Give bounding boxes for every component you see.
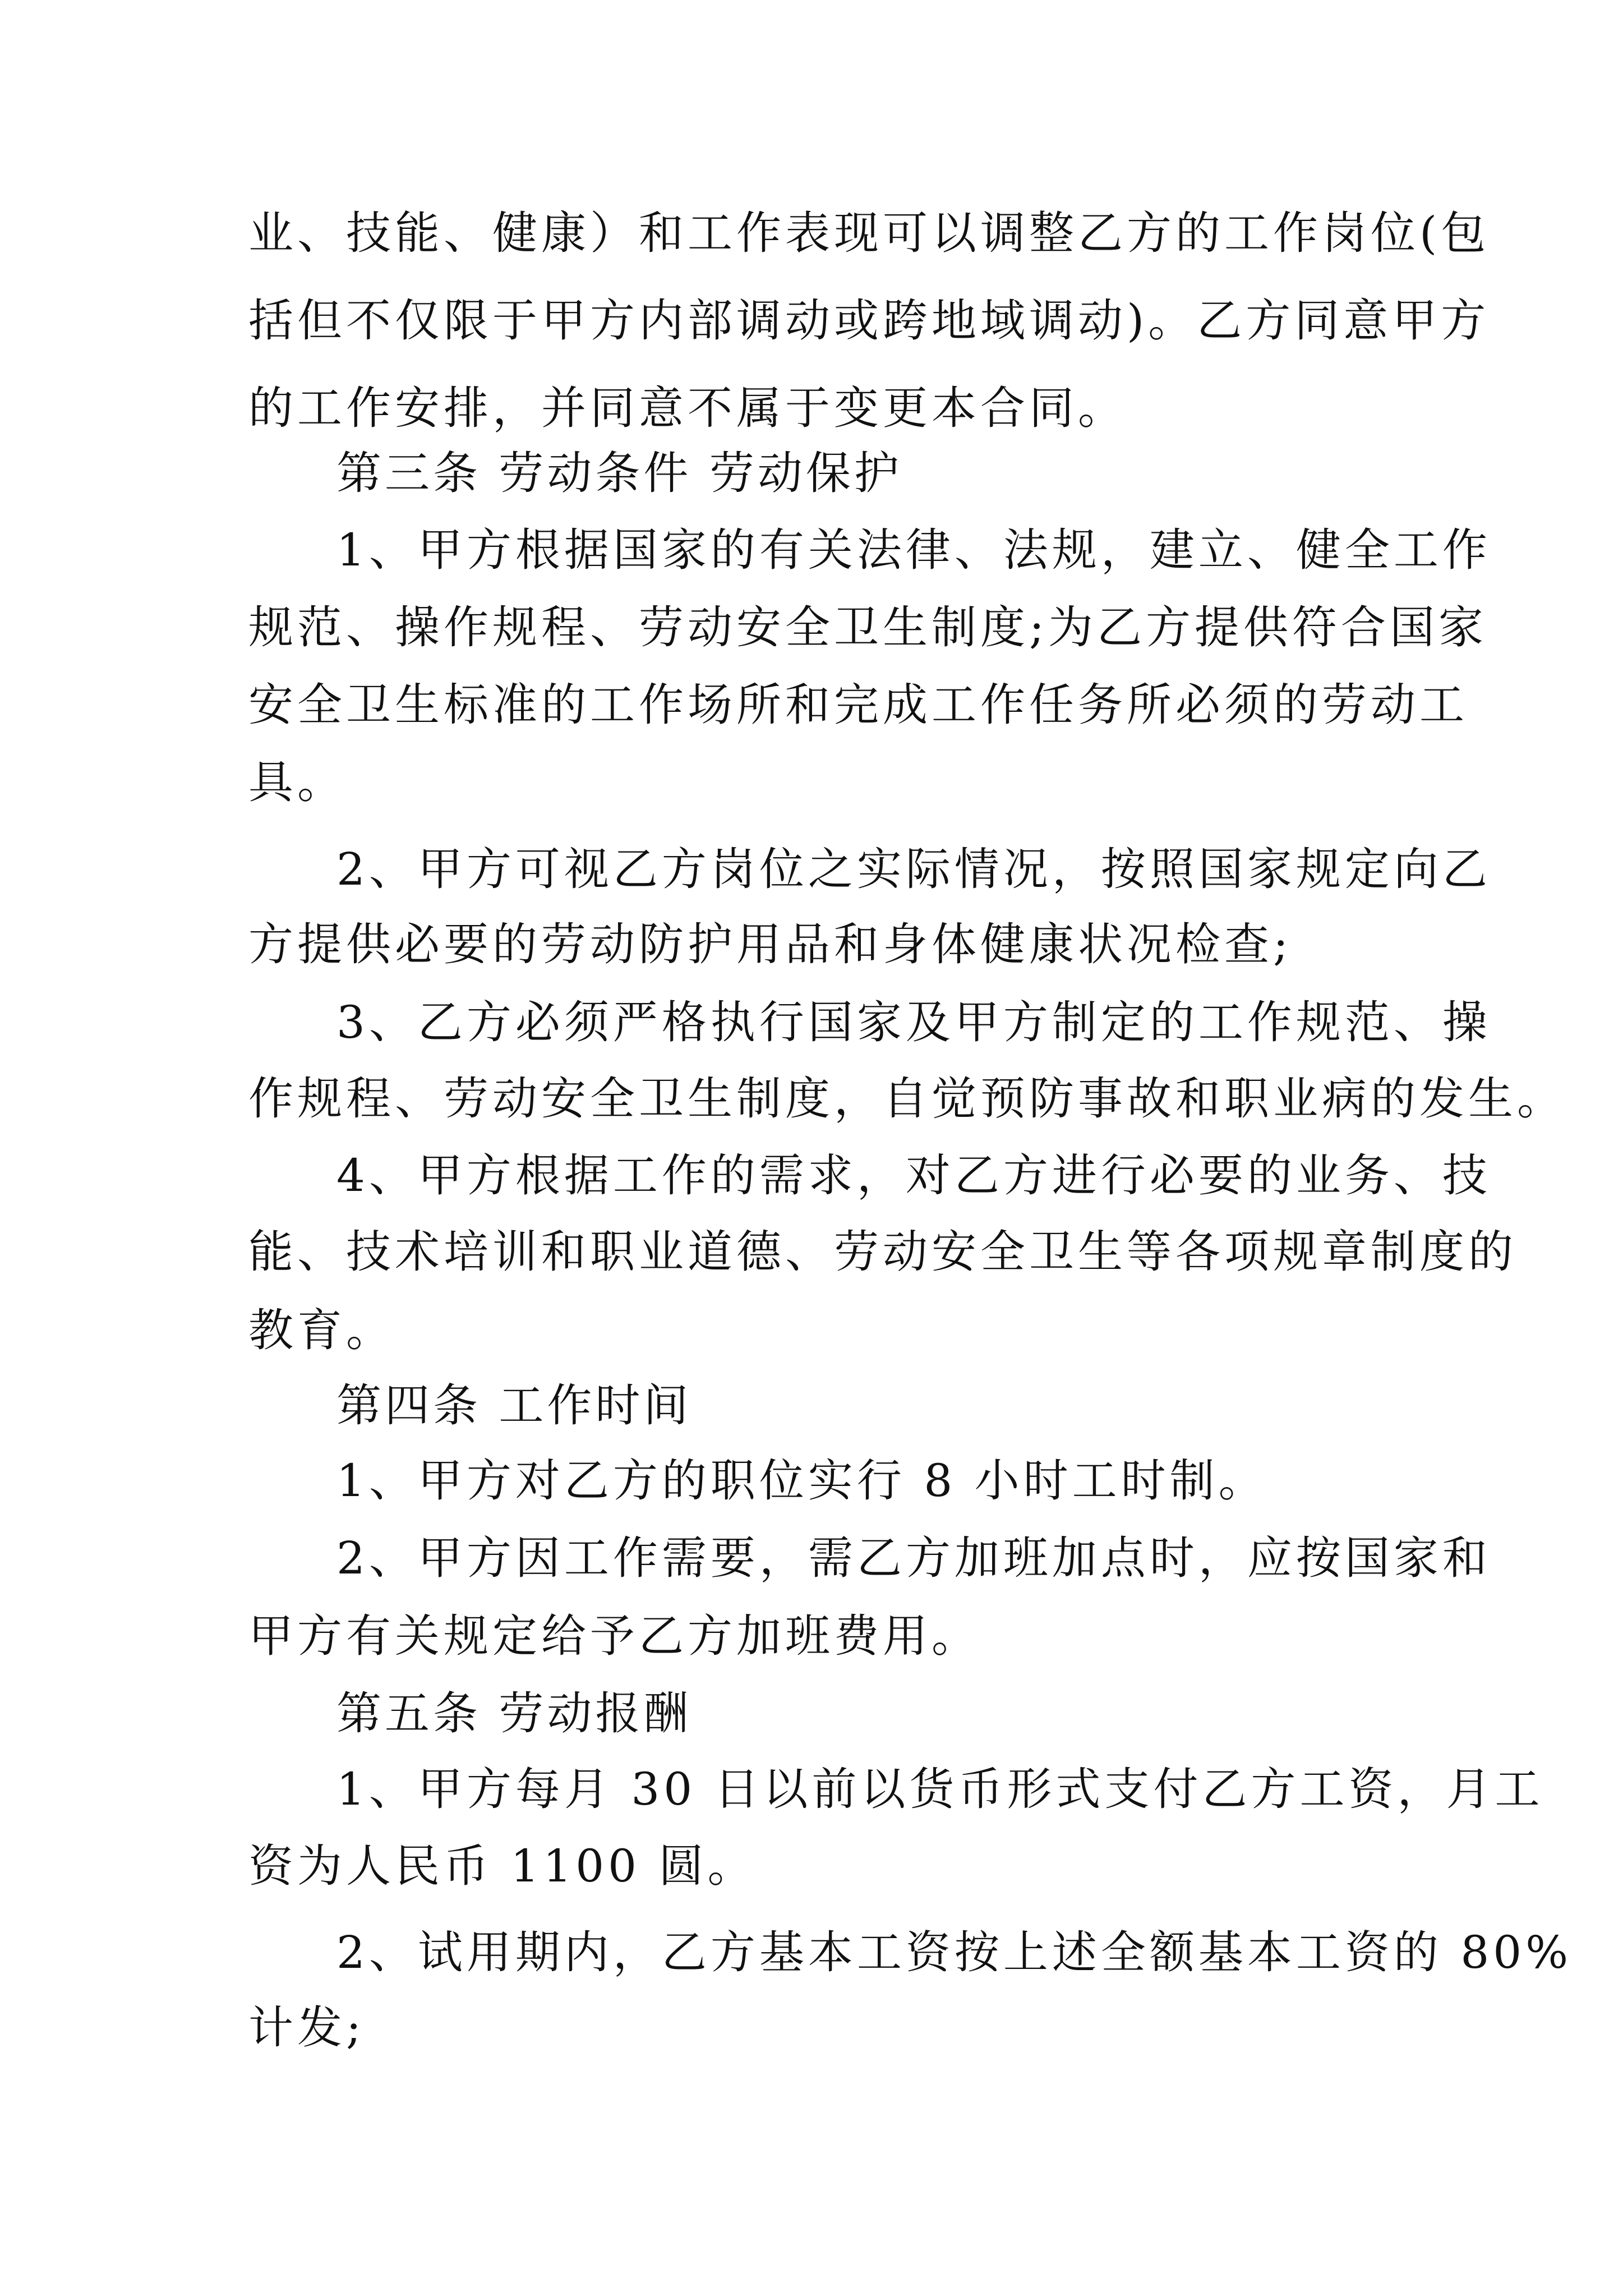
text-line: 方提供必要的劳动防护用品和身体健康状况检查; bbox=[248, 918, 1292, 970]
text-line: 具。 bbox=[248, 756, 346, 808]
text-line: 4、甲方根据工作的需求，对乙方进行必要的业务、技 bbox=[336, 1149, 1491, 1202]
section-heading: 第四条 工作时间 bbox=[336, 1379, 692, 1432]
text-line: 业、技能、健康）和工作表现可以调整乙方的工作岗位(包 bbox=[248, 207, 1490, 259]
text-line: 2、甲方因工作需要，需乙方加班加点时，应按国家和 bbox=[336, 1532, 1491, 1584]
text-line: 2、甲方可视乙方岗位之实际情况，按照国家规定向乙 bbox=[336, 843, 1491, 895]
text-line: 1、甲方对乙方的职位实行 8 小时工时制。 bbox=[336, 1455, 1267, 1507]
section-heading: 第三条 劳动条件 劳动保护 bbox=[336, 447, 902, 499]
text-line: 3、乙方必须严格执行国家及甲方制定的工作规范、操 bbox=[336, 996, 1491, 1048]
text-line: 1、甲方每月 30 日以前以货币形式支付乙方工资，月工 bbox=[336, 1763, 1544, 1815]
text-line: 1、甲方根据国家的有关法律、法规，建立、健全工作 bbox=[336, 524, 1491, 576]
text-line: 能、技术培训和职业道德、劳动安全卫生等各项规章制度的 bbox=[248, 1226, 1517, 1278]
text-line: 的工作安排，并同意不属于变更本合同。 bbox=[248, 382, 1127, 434]
text-line: 括但不仅限于甲方内部调动或跨地域调动)。乙方同意甲方 bbox=[248, 295, 1490, 347]
text-line: 作规程、劳动安全卫生制度，自觉预防事故和职业病的发生。 bbox=[248, 1073, 1566, 1125]
text-line: 资为人民币 1100 圆。 bbox=[248, 1840, 757, 1892]
text-line: 规范、操作规程、劳动安全卫生制度;为乙方提供符合国家 bbox=[248, 601, 1487, 654]
section-heading: 第五条 劳动报酬 bbox=[336, 1687, 692, 1740]
text-line: 安全卫生标准的工作场所和完成工作任务所必须的劳动工 bbox=[248, 679, 1468, 731]
text-line: 教育。 bbox=[248, 1304, 395, 1356]
text-line: 甲方有关规定给予乙方加班费用。 bbox=[248, 1610, 980, 1662]
text-line: 2、试用期内，乙方基本工资按上述全额基本工资的 80% bbox=[336, 1926, 1573, 1978]
text-line: 计发; bbox=[248, 2001, 365, 2054]
